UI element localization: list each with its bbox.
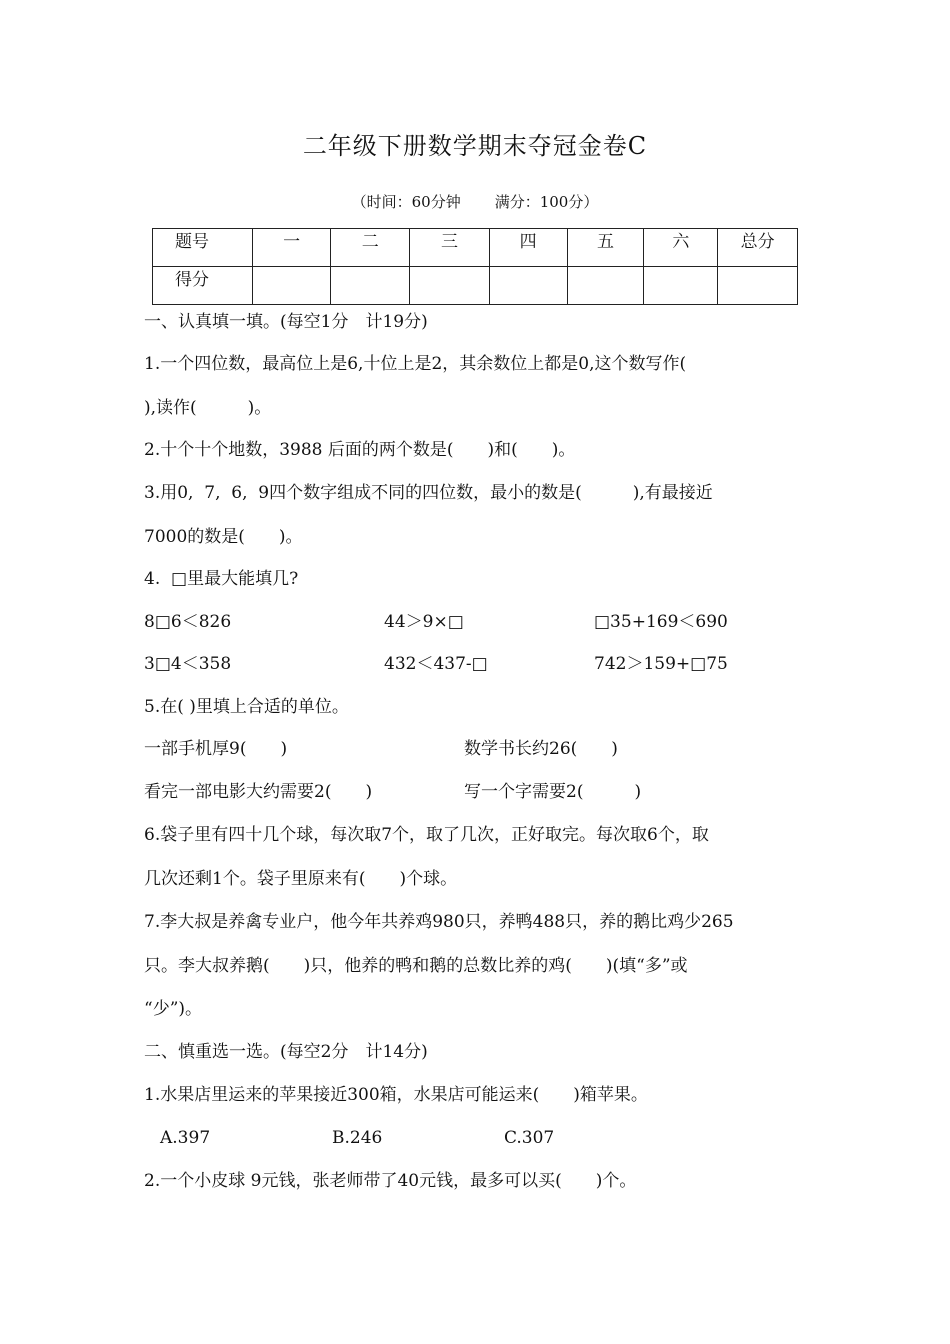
time-limit: （时间：60分钟 (351, 193, 461, 211)
s2-q2: 2.一个小皮球 9元钱，张老师带了40元钱，最多可以买( )个。 (144, 1171, 637, 1191)
full-score: 满分：100分） (494, 193, 599, 211)
q5-item: 看完一部电影大约需要2( ) (144, 782, 373, 802)
option-a[interactable]: A.397 (160, 1128, 211, 1148)
q4-item: 3□4＜358 (144, 654, 232, 674)
q5-heading: 5.在( )里填上合适的单位。 (144, 697, 349, 717)
header-cell: 三 (410, 229, 490, 267)
option-b[interactable]: B.246 (332, 1128, 383, 1148)
header-cell: 二 (331, 229, 410, 267)
score-cell[interactable] (252, 267, 331, 305)
header-cell: 一 (252, 229, 331, 267)
q7-line1: 7.李大叔是养禽专业户，他今年共养鸡980只，养鸭488只，养的鹅比鸡少265 (144, 912, 734, 932)
header-cell: 总分 (718, 229, 798, 267)
score-cell[interactable] (410, 267, 490, 305)
q4-item: □35+169＜690 (594, 612, 728, 632)
section2-heading: 二、慎重选一选。(每空2分 计14分) (144, 1042, 428, 1062)
q5-item: 一部手机厚9( ) (144, 739, 288, 759)
header-cell: 四 (489, 229, 567, 267)
score-cell[interactable] (489, 267, 567, 305)
row-label: 得分 (153, 267, 253, 305)
header-cell: 五 (567, 229, 644, 267)
q2: 2.十个十个地数，3988 后面的两个数是( )和( )。 (144, 440, 576, 460)
score-cell[interactable] (567, 267, 644, 305)
q4-item: 44＞9×□ (384, 612, 464, 632)
q5-item: 数学书长约26( ) (464, 739, 618, 759)
score-table (152, 228, 798, 305)
header-cell: 题号 (153, 229, 253, 267)
q6-line1: 6.袋子里有四十几个球，每次取7个，取了几次，正好取完。每次取6个，取 (144, 825, 709, 845)
q4-item: 432＜437-□ (384, 654, 488, 674)
section1-heading: 一、认真填一填。(每空1分 计19分) (144, 312, 428, 332)
q3-line1: 3.用0, 7, 6, 9四个数字组成不同的四位数，最小的数是( ),有最接近 (144, 483, 713, 503)
page-title: 二年级下册数学期末夺冠金卷C (302, 132, 648, 160)
score-cell[interactable] (644, 267, 718, 305)
q4-item: 8□6＜826 (144, 612, 232, 632)
q1-line2: ),读作( )。 (144, 398, 272, 418)
s2-q1: 1.水果店里运来的苹果接近300箱，水果店可能运来( )箱苹果。 (144, 1085, 648, 1105)
q6-line2: 几次还剩1个。袋子里原来有( )个球。 (144, 869, 458, 889)
header-cell: 六 (644, 229, 718, 267)
q4-item: 742＞159+□75 (594, 654, 728, 674)
score-table-header-row (153, 229, 798, 267)
score-table-score-row (153, 267, 798, 305)
option-c[interactable]: C.307 (504, 1128, 555, 1148)
score-cell[interactable] (718, 267, 798, 305)
exam-info (0, 191, 950, 212)
q7-line2: 只。李大叔养鹅( )只，他养的鸭和鹅的总数比养的鸡( )(填“多”或 (144, 956, 688, 976)
q7-line3: “少”)。 (144, 999, 203, 1019)
q4-heading: 4. □里最大能填几? (144, 569, 299, 589)
q5-item: 写一个字需要2( ) (464, 782, 642, 802)
score-cell[interactable] (331, 267, 410, 305)
q1-line1: 1.一个四位数，最高位上是6,十位上是2，其余数位上都是0,这个数写作( (144, 354, 687, 374)
q3-line2: 7000的数是( )。 (144, 527, 303, 547)
